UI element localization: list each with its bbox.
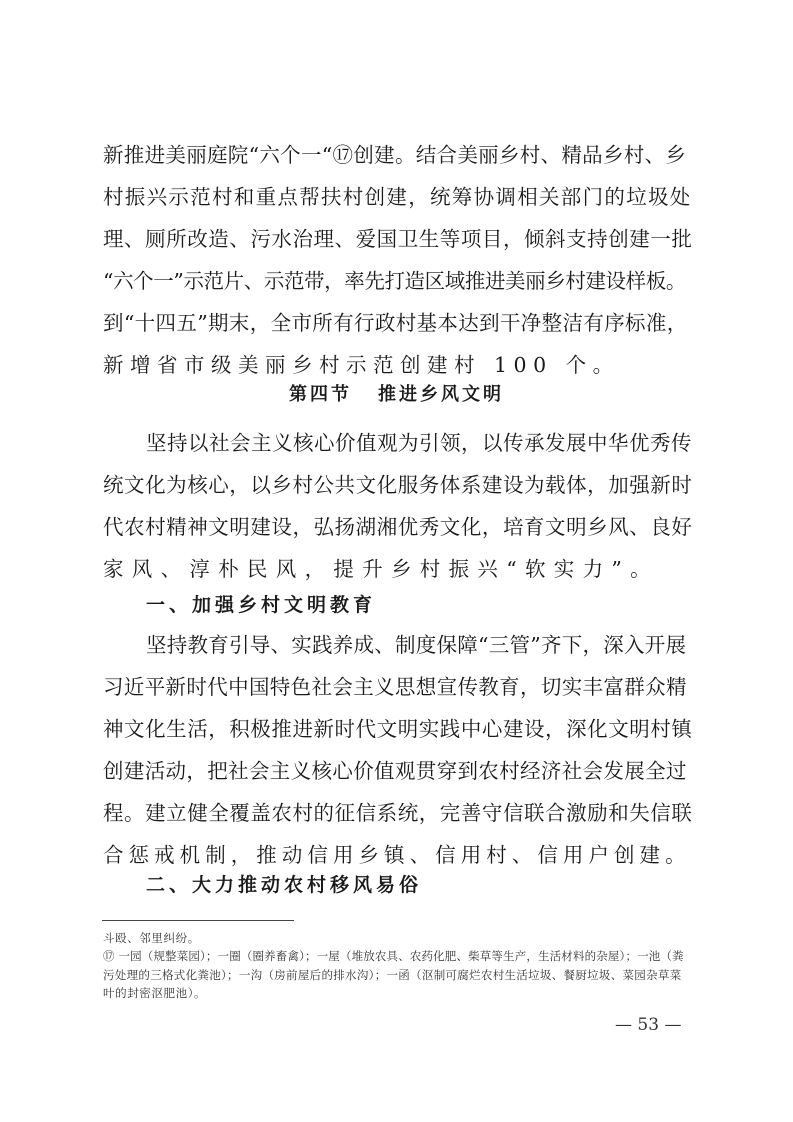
- body-text-line: 代农村精神文明建设，弘扬湖湘优秀文化，培育文明乡风、良好: [103, 515, 693, 539]
- body-text-line: “六个一”示范片、示范带，率先打造区域推进美丽乡村建设样板。: [103, 269, 686, 293]
- body-text-line: 坚持教育引导、实践养成、制度保障“三管”齐下，深入开展: [146, 633, 687, 657]
- body-text-line: 新增省市级美丽乡村示范创建村 100 个。: [103, 353, 620, 377]
- subheading-customs-reform: 二、大力推动农村移风易俗: [146, 874, 423, 896]
- footnote-line: 叶的封密沤肥池）。: [103, 986, 207, 1000]
- body-text-line: 神文化生活，积极推进新时代文明实践中心建设，深化文明村镇: [103, 717, 693, 741]
- body-text-line: 合惩戒机制，推动信用乡镇、信用村、信用户创建。: [103, 843, 691, 867]
- page-number: — 53 —: [615, 1015, 682, 1035]
- body-text-line: 到“十四五”期末，全市所有行政村基本达到干净整洁有序标准，: [103, 311, 688, 335]
- body-text-line: 理、厕所改造、污水治理、爱国卫生等项目，倾斜支持创建一批: [103, 227, 693, 251]
- body-text-line: 习近平新时代中国特色社会主义思想宣传教育，切实丰富群众精: [103, 675, 687, 699]
- body-text-line: 统文化为核心，以乡村公共文化服务体系建设为载体，加强新时: [103, 473, 693, 497]
- subheading-civilization-education: 一、加强乡村文明教育: [146, 594, 377, 616]
- section-name: 推进乡风文明: [378, 384, 504, 405]
- section-number: 第四节: [289, 384, 352, 405]
- body-text-line: 程。建立健全覆盖农村的征信系统，完善守信联合激励和失信联: [103, 801, 693, 825]
- footnote-divider: [102, 920, 294, 921]
- body-text-line: 家风、淳朴民风，提升乡村振兴“软实力”。: [103, 557, 659, 581]
- footnote-line: 斗殴、邻里纠纷。: [103, 931, 200, 945]
- body-text-line: 村振兴示范村和重点帮扶村创建，统筹协调相关部门的垃圾处: [103, 185, 692, 209]
- footnote-line: 污处理的三格式化粪池）；一沟（房前屋后的排水沟）；一函（沤制可腐烂农村生活垃圾、餐厨垃圾、菜园杂草菜: [103, 968, 682, 982]
- section-title: [0, 380, 793, 410]
- body-text-line: 坚持以社会主义核心价值观为引领，以传承发展中华优秀传: [146, 431, 692, 455]
- body-text-line: 创建活动，把社会主义核心价值观贯穿到农村经济社会发展全过: [103, 759, 687, 783]
- body-text-line: 新推进美丽庭院“六个一“⑰创建。结合美丽乡村、精品乡村、乡: [103, 143, 687, 167]
- footnote-line: ⑰ 一园（规整菜园）；一圈（圈养畜禽）；一屋（堆放农具、农药化肥、柴草等生产，生活材料的杂屋）；一池（粪: [103, 949, 684, 963]
